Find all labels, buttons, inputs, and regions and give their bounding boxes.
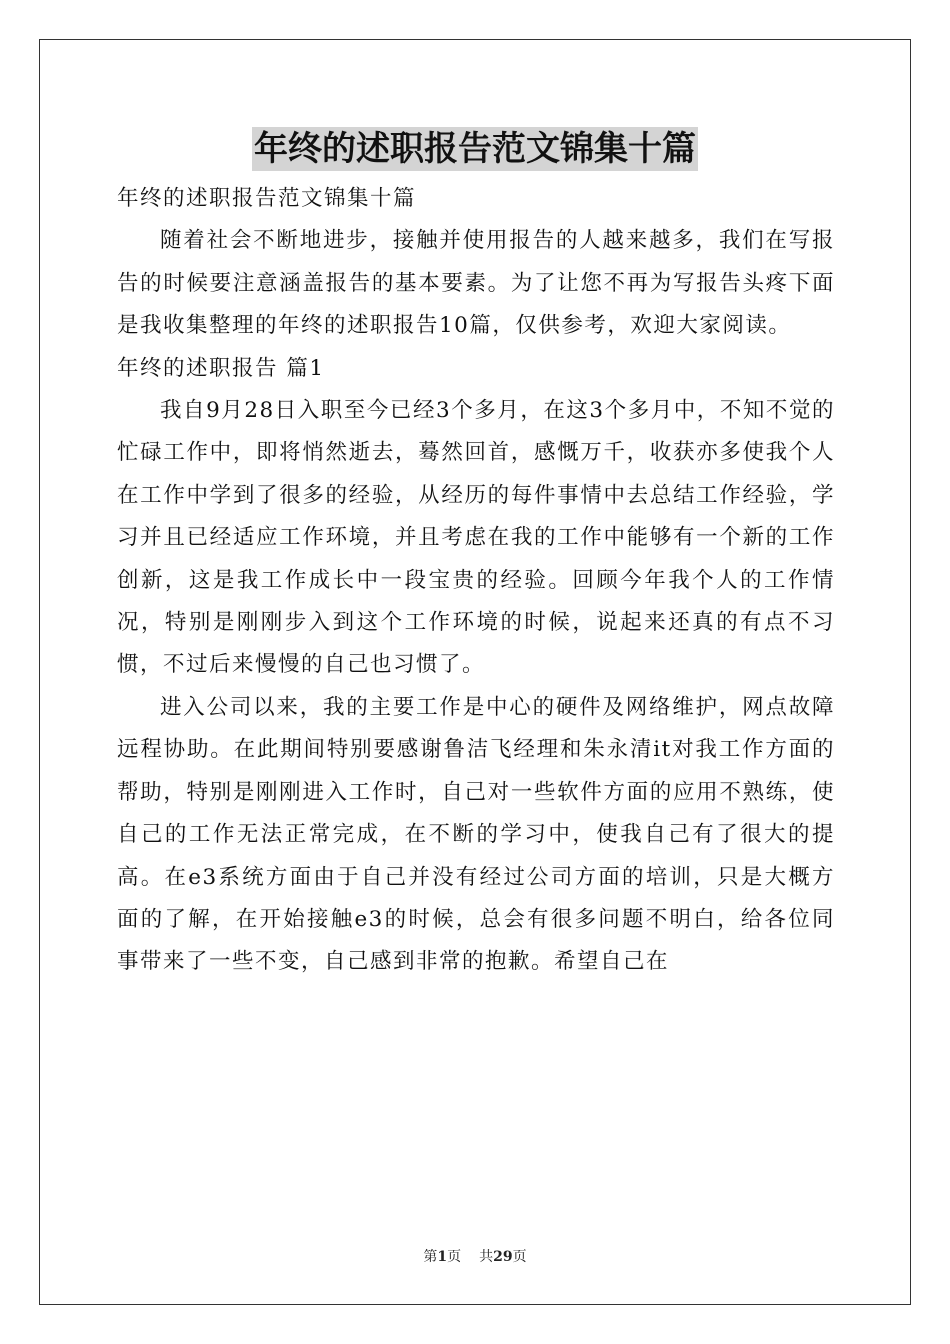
- total-suffix: 页: [512, 1249, 527, 1265]
- page-footer: [0, 1246, 950, 1266]
- title-wrap: [0, 127, 950, 171]
- body-paragraph: 进入公司以来，我的主要工作是中心的硬件及网络维护，网点故障远程协助。在此期间特别要感谢鲁洁飞经理和朱永清it对我工作方面的帮助，特别是刚刚进入工作时，自己对一些软件方面的应用不熟练，使自己的工作无法正常完成，在不断的学习中，使我自己有了很大的提高。在e3系统方面由于自己并没有经过公司方面的培训，只是大概方面的了解，在开始接触e3的时候，总会有很多问题不明白，给各位同事带来了一些不变，自己感到非常的抱歉。希望自己在: [117, 694, 835, 975]
- document-subtitle: 年终的述职报告范文锦集十篇: [117, 186, 417, 211]
- intro-paragraph: 随着社会不断地进步，接触并使用报告的人越来越多，我们在写报告的时候要注意涵盖报告的基本要素。为了让您不再为写报告头疼下面是我收集整理的年终的述职报告10篇，仅供参考，欢迎大家阅读。: [117, 228, 835, 339]
- page-total: 29: [493, 1249, 513, 1265]
- document-title: 年终的述职报告范文锦集十篇: [254, 129, 696, 169]
- page-prefix: 第: [423, 1249, 438, 1265]
- section-heading: 年终的述职报告 篇1: [117, 355, 325, 381]
- page-number: 1: [437, 1249, 448, 1265]
- body-paragraph: 我自9月28日入职至今已经3个多月，在这3个多月中，不知不觉的忙碌工作中，即将悄然逝去，蓦然回首，感慨万千，收获亦多使我个人在工作中学到了很多的经验，从经历的每件事情中去总结工作经验，学习并且已经适应工作环境，并且考虑在我的工作中能够有一个新的工作创新，这是我工作成长中一段宝贵的经验。回顾今年我个人的工作情况，特别是刚刚步入到这个工作环境的时候，说起来还真的有点不习惯，不过后来慢慢的自己也习惯了。: [117, 398, 835, 678]
- document-body: [117, 178, 835, 984]
- total-prefix: 共: [479, 1249, 494, 1265]
- page-suffix: 页: [447, 1249, 462, 1265]
